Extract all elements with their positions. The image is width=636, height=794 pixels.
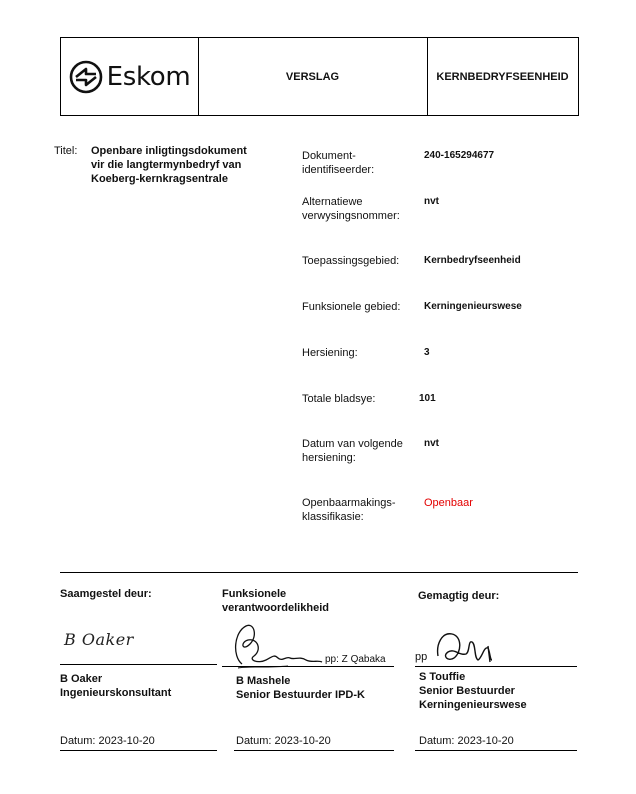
field-value-classification: Openbaar [424,497,473,509]
sig3-role: Senior Bestuurder [419,685,515,697]
sig2-pp: pp: Z Qabaka [325,654,386,665]
field-label-next-revision-2: hersiening: [302,452,356,464]
title-line-1: Openbare inligtingsdokument [91,145,247,157]
sig2-line [222,666,394,667]
eskom-emblem-icon [69,60,103,94]
field-label-scope: Toepassingsgebied: [302,255,400,267]
sig2-name: B Mashele [236,675,291,687]
field-value-next-revision: nvt [424,438,439,449]
field-label-doc-id: Dokument- [302,150,356,162]
sig1-line [60,664,217,665]
field-value-revision: 3 [424,347,430,358]
sig3-date-line [415,750,577,751]
sig2-heading-2: verantwoordelikheid [222,602,329,614]
title-line-2: vir die langtermynbedryf van [91,159,242,171]
field-label-classification: Openbaarmakings- [302,497,396,509]
title-line-3: Koeberg-kernkragsentrale [91,173,228,185]
sig2-date-line [234,750,394,751]
sig3-signature-icon [432,626,502,668]
title-label: Titel: [54,145,78,157]
field-value-scope: Kernbedryfseenheid [424,255,521,266]
section-divider [60,572,578,573]
logo-cell [61,38,199,115]
field-label-alt-ref-2: verwysingsnommer: [302,210,400,222]
sig3-pp: pp [415,651,428,663]
sig1-date-line [60,750,217,751]
sig1-date: Datum: 2023-10-20 [60,735,155,747]
field-value-doc-id: 240-165294677 [424,150,495,161]
sig3-date: Datum: 2023-10-20 [419,735,514,747]
doc-type: VERSLAG [198,38,428,115]
sig1-heading: Saamgestel deur: [60,588,152,600]
sig1-name: B Oaker [60,673,103,685]
sig2-signature-icon [228,620,328,672]
field-label-functional-area: Funksionele gebied: [302,301,401,313]
sig1-signature: B Oaker [64,630,134,649]
field-label-next-revision: Datum van volgende [302,438,403,450]
field-label-revision: Hersiening: [302,347,358,359]
field-value-alt-ref: nvt [424,196,439,207]
field-label-doc-id-2: identifiseerder: [302,164,375,176]
sig3-role-2: Kerningenieurswese [419,699,527,711]
field-label-alt-ref: Alternatiewe [302,196,363,208]
sig2-heading: Funksionele [222,588,287,600]
field-value-functional-area: Kerningenieurswese [424,301,522,312]
sig2-date: Datum: 2023-10-20 [236,735,331,747]
sig3-line [415,666,577,667]
sig2-role: Senior Bestuurder IPD-K [236,689,365,701]
field-label-total-pages: Totale bladsye: [302,393,376,405]
sig3-heading: Gemagtig deur: [418,590,500,602]
field-value-total-pages: 101 [419,393,436,404]
sig3-name: S Touffie [419,671,466,683]
header-box [60,37,579,116]
unit-name: KERNBEDRYFSEENHEID [436,70,569,83]
eskom-logo [69,60,191,94]
logo-text: Eskom [106,61,191,92]
field-label-classification-2: klassifikasie: [302,511,364,523]
sig1-role: Ingenieurskonsultant [60,687,172,699]
